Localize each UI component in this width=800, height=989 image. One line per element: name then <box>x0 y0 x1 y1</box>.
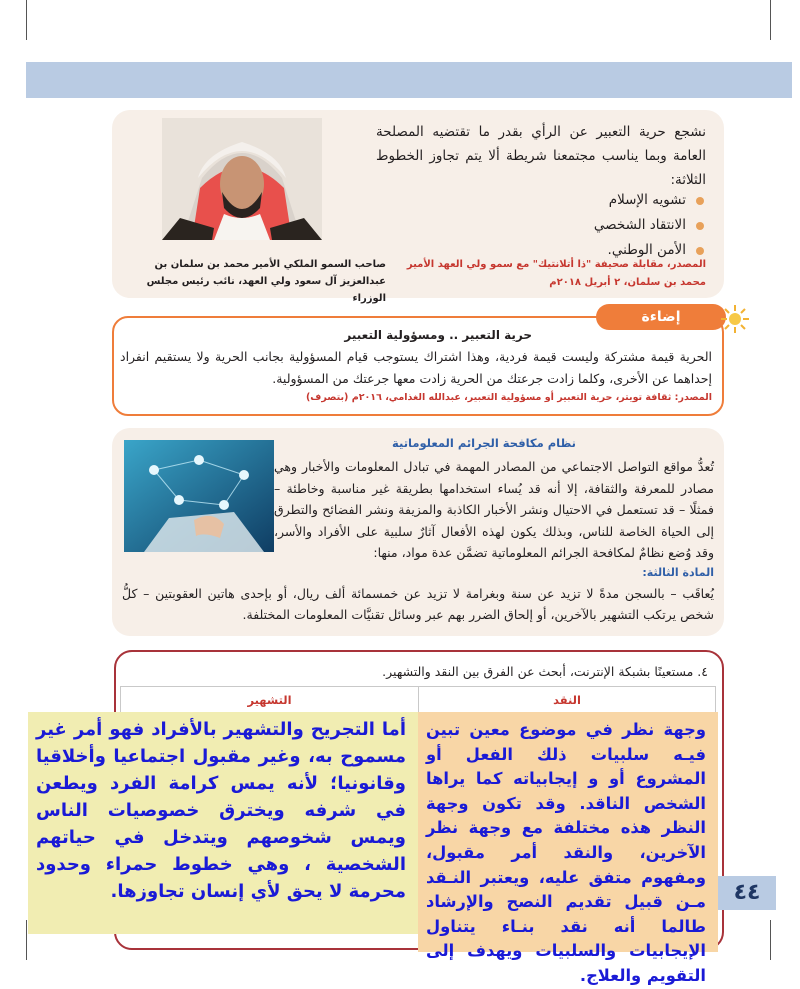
crop-mark <box>26 920 27 960</box>
answer-critique: وجهة نظر في موضوع معين تبين فيـه سلبيات ذلك الفعل أو المشروع أو و إيجابياته كما يراها الشخص الناقد. وقد تكون وجهة النظر هذه مختلفة مع وجهة نظر الآخرين، والنقد أمر مقبول، ومفهوم متفق عليه، ويعتبر النـقد مـن قبيل تقديم النصح والإرشاد طالما أنه نقد بنـاء يتناول الإيجابيات والسلبيات ويهدف إلى التقويم والعلاج. <box>418 712 718 952</box>
list-item: تشويه الإسلام <box>594 188 706 213</box>
cybercrime-card <box>112 428 724 636</box>
portrait-photo <box>162 118 322 240</box>
article-label: المادة الثالثة: <box>642 566 714 579</box>
crop-mark <box>26 0 27 40</box>
highlight-card <box>112 316 724 416</box>
cybercrime-title: نظام مكافحة الجرائم المعلوماتية <box>392 436 576 450</box>
quote-text: نشجع حرية التعبير عن الرأي بقدر ما تقتضيه المصلحة العامة وبما يناسب مجتمعنا شريطة ألا يتم تجاوز الخطوط الثلاثة: <box>376 124 706 188</box>
answer-defamation: أما التجريح والتشهير بالأفراد فهو أمر غير مسموح به، وغير مقبول اجتماعيا وأخلاقيا وقانونيا؛ لأنه يمس كرامة الفرد ويطعن في شرفه ويخترق خصوصيات الناس ويمس شخوصهم ويتدخل في حياتهم الشخصية ، وهي خطوط حمراء وحدود محرمة لا يحق لأي إنسان تجاوزها. <box>28 712 418 934</box>
network-image <box>124 440 274 552</box>
column-header-critique: النقد <box>418 687 715 721</box>
highlight-body: الحرية قيمة مشتركة وليست قيمة فردية، وهذا اشتراك يستوجب قيام المسؤولية بجانب الحرية ولا يستقيم انفراد إحداهما عن الأخرى، وكلما زادت جرعتك من الحرية زادت معها جرعتك من المسؤولية. <box>120 349 712 386</box>
quote-source: المصدر، مقابلة صحيفة "ذا أتلانتيك" مع سمو ولي العهد الأمير محمد بن سلمان، ٢ أبريل ٢٠١٨م <box>406 259 706 288</box>
quote-card <box>112 110 724 304</box>
list-item: الانتقاد الشخصي <box>594 213 706 238</box>
exercise-question: ٤. مستعينًا بشبكة الإنترنت، أبحث عن الفرق بين النقد والتشهير. <box>382 664 708 679</box>
cybercrime-body: تُعدُّ مواقع التواصل الاجتماعي من المصادر المهمة في تبادل المعلومات والأخبار وهي مصادر للمعرفة والثقافة، إلا أنه قد يُساء استخدامها بطريقة غير مناسبة وخاطئة – فمثلًا – قد تستعمل في الاحتيال ونشر الأخبار الكاذبة والمزيفة ونشر الفضائح والتطرق إلى الحياة الخاصة للناس، وبذلك يكون لهذه الأفعال آثارٌ سلبية على الأفراد والأسر، وقد وُضع نظامٌ لمكافحة الجرائم المعلوماتية تضمَّن عدة مواد، منها: <box>274 459 714 560</box>
quote-list <box>594 188 706 263</box>
page-number: ٤٤ <box>718 876 776 910</box>
highlight-tab: إضاءة <box>596 304 726 330</box>
crop-mark <box>770 920 771 960</box>
portrait-caption: صاحب السمو الملكي الأمير محمد بن سلمان بن عبدالعزيز آل سعود ولي العهد، نائب رئيس مجلس الوزراء <box>146 259 386 304</box>
highlight-title: حرية التعبير .. ومسؤولية التعبير <box>344 328 532 342</box>
sun-icon <box>720 304 750 334</box>
column-header-defamation: التشهير <box>247 693 292 707</box>
header-band <box>26 62 792 98</box>
list-item: الأمن الوطني. <box>594 238 706 263</box>
highlight-source: المصدر: ثقافة تويتر، حرية التعبير أو مسؤولية التعبير، عبدالله الغذامي، ٢٠١٦م (بتصرف) <box>305 392 712 403</box>
crop-mark <box>770 0 771 40</box>
article-text: يُعاقَب – بالسجن مدةً لا تزيد عن سنة وبغرامة لا تزيد عن خمسمائة ألف ريال، أو بإحدى هاتين العقوبتين – كلُّ شخص يرتكب التشهير بالآخرين، أو إلحاق الضرر بهم عبر وسائل تقنيَّات المعلومات المختلفة. <box>122 586 714 622</box>
